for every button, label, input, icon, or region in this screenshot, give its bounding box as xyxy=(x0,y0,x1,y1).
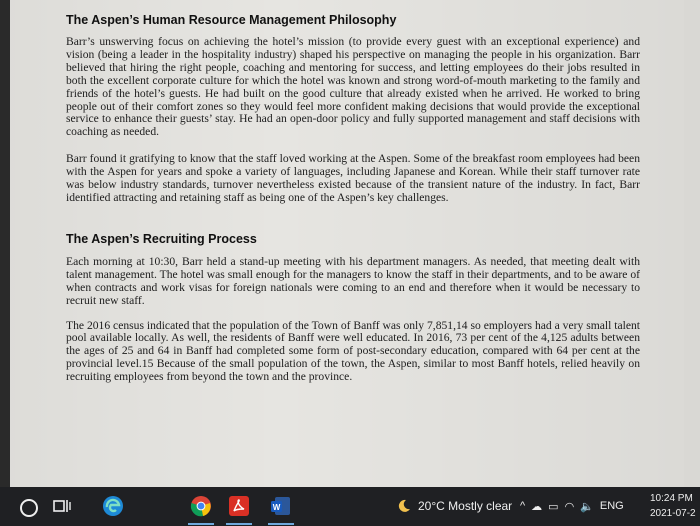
speaker-icon[interactable]: 🔈 xyxy=(580,500,594,513)
moon-icon xyxy=(396,498,412,514)
section-title-hr-philosophy: The Aspen’s Human Resource Management Philosophy xyxy=(66,13,397,27)
paragraph-3: Each morning at 10:30, Barr held a stand-up meeting with his department managers. As needed, that meeting dealt with talent management. The hotel was small enough for the managers to know the staff in their departments, and to be aware of when contracts and work visas for foreign nationals were coming to an end and therefore when it would be necessary to recruit new staff. xyxy=(66,254,640,307)
wifi-icon[interactable]: ◠ xyxy=(564,500,575,513)
clock-date: 2021-07-2 xyxy=(650,508,696,519)
document-content xyxy=(62,12,640,384)
clock-time: 10:24 PM xyxy=(650,493,693,504)
paragraph-2: Barr found it gratifying to know that the staff loved working at the Aspen. Some of the breakfast room employees had been with the Aspen for years and spoke a variety of languages, including Japanese and Korean. While their staff turnover rate was below industry standards, turnover nevertheless existed because of the transient nature of the industry. In fact, Barr identified attracting and retaining staff as being one of the Aspen’s key challenges. xyxy=(66,152,640,204)
language-indicator[interactable]: ENG xyxy=(599,500,624,512)
page-right-edge xyxy=(684,0,700,487)
chrome-browser-icon[interactable] xyxy=(188,495,214,517)
word-icon[interactable] xyxy=(268,495,294,517)
svg-text:W: W xyxy=(272,503,281,512)
battery-icon[interactable]: ▭ xyxy=(548,500,559,513)
clock[interactable] xyxy=(650,491,700,523)
task-view-icon[interactable] xyxy=(52,495,72,517)
edge-browser-icon[interactable] xyxy=(100,495,126,517)
section-title-recruiting-process: The Aspen’s Recruiting Process xyxy=(66,231,257,246)
paragraph-4: The 2016 census indicated that the population of the Town of Banff was only 7,851,14 so employers had a very small talent pool available locally. As well, the residents of Banff were well educated. In 2016, 73 per cent of the 4,125 adults between the ages of 25 and 64 in Banff had completed some form of post-secondary education, compared with 64 per cent at the provincial level.15 Because of the small population of the town, the Aspen, similar to most Banff hotels, relied heavily on recruiting employees from beyond the town and the province. xyxy=(66,318,640,384)
screen-bezel-left xyxy=(0,0,10,487)
taskbar xyxy=(0,487,700,526)
weather-text: 20°C Mostly clear xyxy=(418,499,513,513)
pdf-reader-icon[interactable] xyxy=(226,495,252,517)
system-tray xyxy=(520,495,648,517)
search-circle-icon[interactable] xyxy=(20,499,38,517)
weather-widget[interactable] xyxy=(396,495,516,517)
onedrive-icon[interactable]: ☁ xyxy=(531,500,543,513)
chevron-up-icon[interactable]: ^ xyxy=(520,500,526,512)
paragraph-1: Barr’s unswerving focus on achieving the hotel’s mission (to provide every guest with an exceptional experience) and vision (being a leader in the hospitality industry) shaped his perspective on managing the people in his organization. Barr believed that hiring the right people, coaching and mentoring for success, and letting employees do their jobs resulted in both the excellent corporate culture for which the hotel was known and strong word-of-mouth marketing to the family and friends of the hotel’s guests. He had built on the good culture that already existed when he arrived. He worked to bring people out of their comfort zones so they would feel more confident making decisions that would provide the exceptional service to enhance their guests’ stay. He had an open-door policy and fully supported management and staff decisions with coaching as needed. xyxy=(66,35,640,139)
